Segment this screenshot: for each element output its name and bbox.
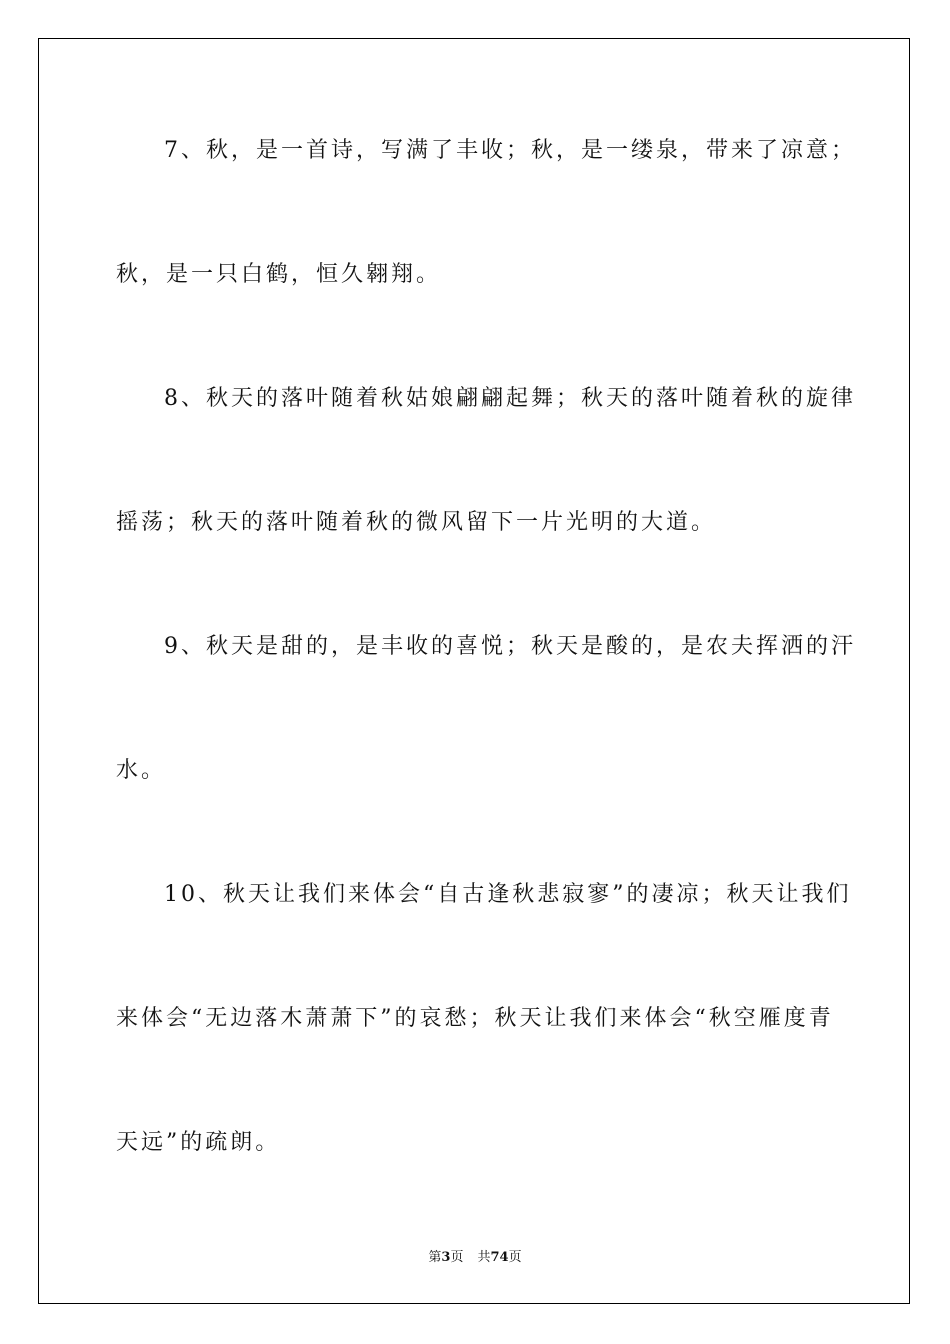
page-footer — [0, 1246, 950, 1265]
footer-page-number: 3 — [441, 1250, 451, 1265]
paragraph-8-line-2: 摇荡；秋天的落叶随着秋的微风留下一片光明的大道。 — [116, 510, 717, 535]
paragraph-10-line-1: 10、秋天让我们来体会“自古逢秋悲寂寥”的凄凉；秋天让我们 — [164, 882, 852, 907]
paragraph-7-line-2: 秋，是一只白鹤，恒久翱翔。 — [116, 262, 442, 287]
footer-total-prefix: 共 — [477, 1250, 491, 1265]
page-frame — [38, 38, 910, 1304]
footer-total-suffix: 页 — [508, 1250, 522, 1265]
paragraph-7-line-1: 7、秋，是一首诗，写满了丰收；秋，是一缕泉，带来了凉意； — [164, 138, 856, 163]
paragraph-10-line-3: 天远”的疏朗。 — [116, 1130, 281, 1155]
footer-total-pages: 74 — [490, 1250, 509, 1265]
paragraph-9-line-1: 9、秋天是甜的，是丰收的喜悦；秋天是酸的，是农夫挥洒的汗 — [164, 634, 856, 659]
footer-page-suffix: 页 — [450, 1250, 464, 1265]
paragraph-10-line-2: 来体会“无边落木萧萧下”的哀愁；秋天让我们来体会“秋空雁度青 — [116, 1006, 834, 1031]
paragraph-8-line-1: 8、秋天的落叶随着秋姑娘翩翩起舞；秋天的落叶随着秋的旋律 — [164, 386, 856, 411]
paragraph-9-line-2: 水。 — [116, 758, 167, 783]
footer-prefix: 第 — [428, 1250, 442, 1265]
